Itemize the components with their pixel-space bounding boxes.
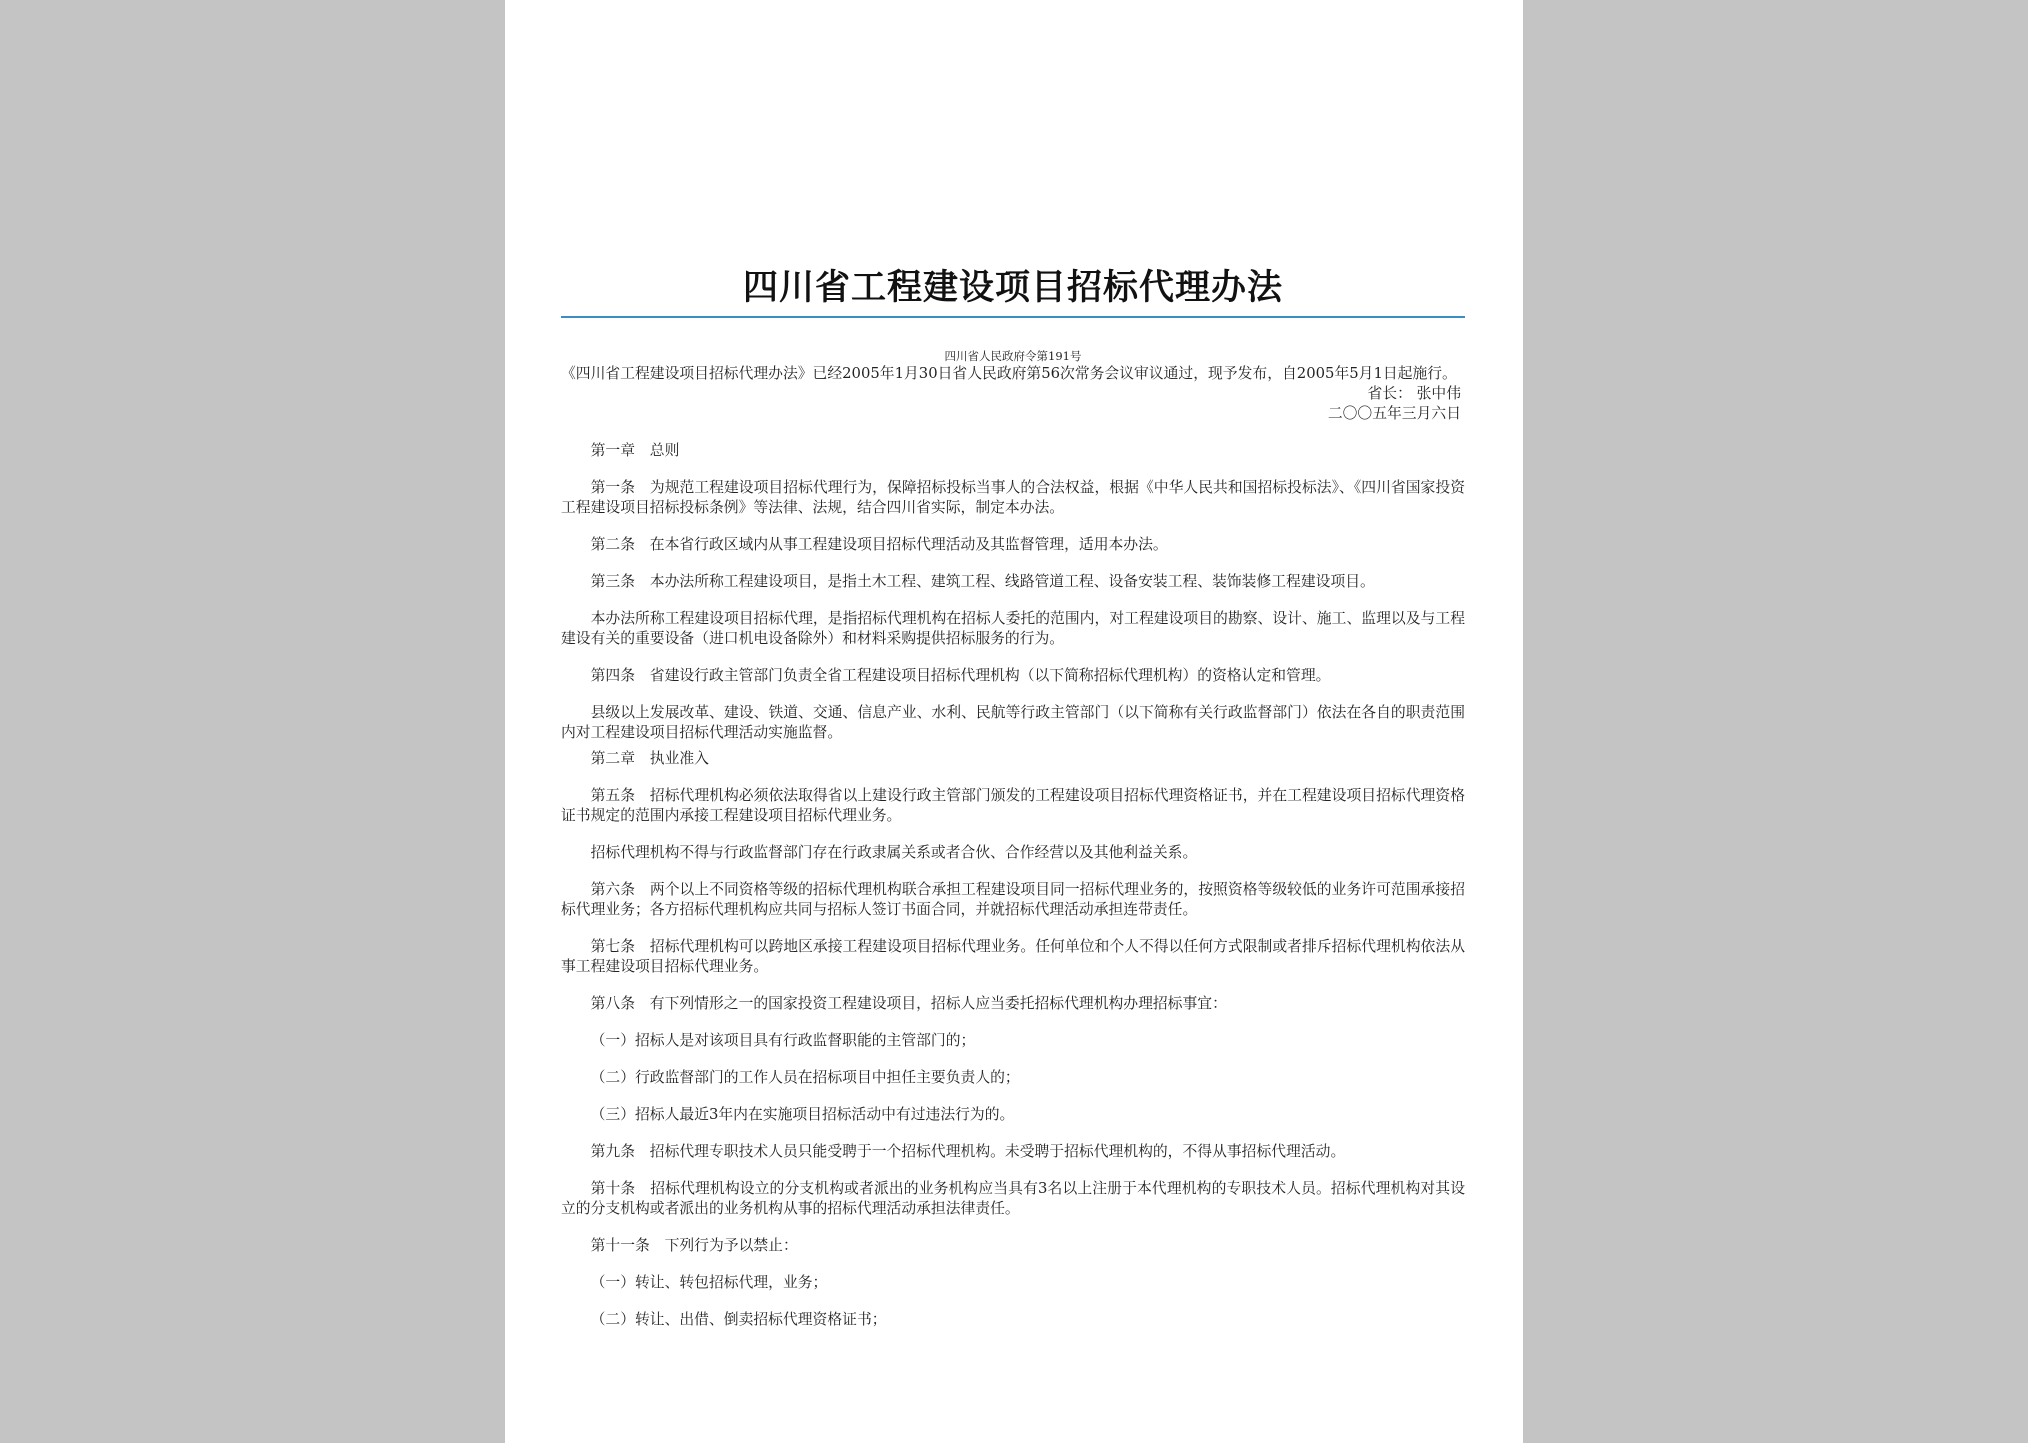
- article-paragraph: 第六条 两个以上不同资格等级的招标代理机构联合承担工程建设项目同一招标代理业务的，按照资格等级较低的业务许可范围承接招标代理业务；各方招标代理机构应共同与招标人签订书面合同，并就招标代理活动承担连带责任。: [561, 881, 1465, 918]
- article-paragraph: 本办法所称工程建设项目招标代理，是指招标代理机构在招标人委托的范围内，对工程建设项目的勘察、设计、施工、监理以及与工程建设有关的重要设备（进口机电设备除外）和材料采购提供招标服务的行为。: [561, 610, 1465, 647]
- document-page: [505, 0, 1523, 1443]
- article-paragraph: 县级以上发展改革、建设、铁道、交通、信息产业、水利、民航等行政主管部门（以下简称有关行政监督部门）依法在各自的职责范围内对工程建设项目招标代理活动实施监督。: [561, 704, 1465, 741]
- list-item: （一）转让、转包招标代理，业务；: [590, 1274, 828, 1291]
- list-item: （三）招标人最近3年内在实施项目招标活动中有过违法行为的。: [590, 1106, 1015, 1123]
- article-paragraph: 第八条 有下列情形之一的国家投资工程建设项目，招标人应当委托招标代理机构办理招标事宜：: [590, 995, 1227, 1012]
- article-paragraph: 第五条 招标代理机构必须依法取得省以上建设行政主管部门颁发的工程建设项目招标代理资格证书，并在工程建设项目招标代理资格证书规定的范围内承接工程建设项目招标代理业务。: [561, 787, 1465, 824]
- signatory: 省长： 张中伟: [1367, 385, 1461, 402]
- article-paragraph: 招标代理机构不得与行政监督部门存在行政隶属关系或者合伙、合作经营以及其他利益关系。: [590, 844, 1198, 861]
- chapter-heading: 第一章 总则: [590, 442, 680, 459]
- decree-number: 四川省人民政府令第191号: [944, 349, 1082, 363]
- list-item: （一）招标人是对该项目具有行政监督职能的主管部门的；: [590, 1032, 976, 1049]
- preamble: 《四川省工程建设项目招标代理办法》已经2005年1月30日省人民政府第56次常务会议审议通过，现予发布，自2005年5月1日起施行。: [561, 365, 1457, 382]
- chapter-heading: 第二章 执业准入: [590, 750, 709, 767]
- article-paragraph: 第四条 省建设行政主管部门负责全省工程建设项目招标代理机构（以下简称招标代理机构）的资格认定和管理。: [590, 667, 1331, 684]
- article-paragraph: 第九条 招标代理专职技术人员只能受聘于一个招标代理机构。未受聘于招标代理机构的，不得从事招标代理活动。: [590, 1143, 1346, 1160]
- document-body: [561, 364, 1465, 1330]
- list-item: （二）行政监督部门的工作人员在招标项目中担任主要负责人的；: [590, 1069, 1020, 1086]
- article-paragraph: 第二条 在本省行政区域内从事工程建设项目招标代理活动及其监督管理，适用本办法。: [590, 536, 1168, 553]
- article-paragraph: 第十条 招标代理机构设立的分支机构或者派出的业务机构应当具有3名以上注册于本代理机构的专职技术人员。招标代理机构对其设立的分支机构或者派出的业务机构从事的招标代理活动承担法律责任。: [561, 1180, 1465, 1217]
- article-paragraph: 第一条 为规范工程建设项目招标代理行为，保障招标投标当事人的合法权益，根据《中华人民共和国招标投标法》、《四川省国家投资工程建设项目招标投标条例》等法律、法规，结合四川省实际，制定本办法。: [561, 479, 1465, 516]
- document-title: 四川省工程建设项目招标代理办法: [742, 268, 1283, 308]
- title-divider: [561, 316, 1465, 318]
- article-paragraph: 第七条 招标代理机构可以跨地区承接工程建设项目招标代理业务。任何单位和个人不得以任何方式限制或者排斥招标代理机构依法从事工程建设项目招标代理业务。: [561, 938, 1465, 975]
- article-paragraph: 第三条 本办法所称工程建设项目，是指土木工程、建筑工程、线路管道工程、设备安装工程、装饰装修工程建设项目。: [590, 573, 1375, 590]
- article-paragraph: 第十一条 下列行为予以禁止：: [590, 1237, 798, 1254]
- issue-date: 二〇〇五年三月六日: [1327, 405, 1461, 422]
- list-item: （二）转让、出借、倒卖招标代理资格证书；: [590, 1311, 887, 1328]
